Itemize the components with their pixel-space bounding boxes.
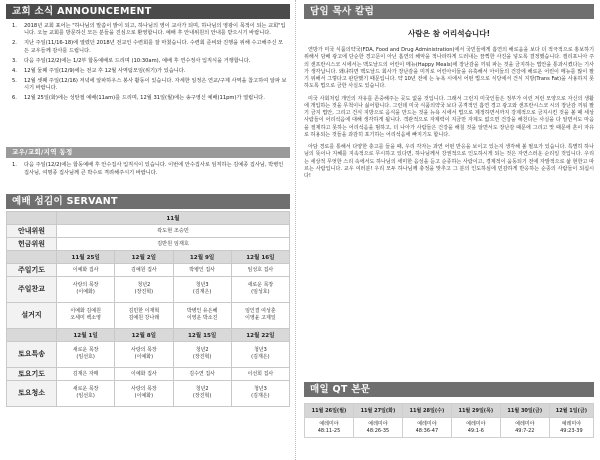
- table-cell: 김예원 집사: [115, 263, 173, 276]
- usher-value: 곽도현 조승민: [57, 224, 290, 237]
- paragraph: 연방가 미국 식품의약국(FDA, Food and Drug Administration)에서 국민들에게 흡연의 해로움을 보다 더 적극적으로 홍보하기 위해서 담배 광고에 단순한 경고문이 아닌 흡연의 해악을 적나라하게 드러내는 끔찍한 사진을 넣도록 결정했습니다. 캘리포니아 주의 샌프란시스코 시에서는 맥도날드의 어린이 메뉴(Happy Meals)에 장난감을 끼워 파는 것을 금지하는 법안을 통과시켰다는 기사가 생각납니다. 왜냐하면 맥도날드 회사가 장난감을 미끼로 어린아이들을 유혹해서 아이들의 건강에 해로운 어린이 메뉴를 많이 팔기 위해서 그렇다고 판단했기 때문입니다. 약 10년 전에 는 뉴욕 시에서 어떤 법으로 식당에서 건식 지방(Trans Fat)을 사용하지 못하도록 법으로 금한 사실도 있습니다.: [304, 47, 594, 90]
- list-item: 4. 12월 둘째 주일(12/9)에는 전교 후 12월 사역팀모임(위기)가 있습니다.: [12, 67, 186, 74]
- qt-passage: 예레미야 48:26-35: [353, 418, 402, 438]
- date-cell: 12월 1일: [57, 328, 115, 341]
- community-news-header: 교우/교회/지역 동정: [6, 147, 290, 158]
- table-cell: 청년2 (장진혁): [115, 276, 173, 302]
- qt-date: 11월 30일(금): [500, 404, 549, 418]
- table-cell: 사랑의 목장 (이예화): [115, 380, 173, 406]
- table-cell: 청년3 (김재은): [231, 341, 289, 367]
- qt-date: 11월 26일(월): [305, 404, 354, 418]
- row-label: 주일찬교: [7, 276, 57, 302]
- date-cell: 12월 16일: [231, 250, 289, 263]
- table-cell: 청년2 (장진혁): [173, 341, 231, 367]
- qt-passage: 예레미야 49:1-6: [451, 418, 500, 438]
- date-cell: 12월 2일: [115, 250, 173, 263]
- list-item: 5. 12월 셋째 주일(12/16) 저녁에 알파하우스 봉사 활동이 있습니다. 자세한 일정은 연교/구제 사역을 참고하여 알파 보시기 바랍니다.: [12, 77, 287, 92]
- qt-passage: 예레미야 49:7-22: [500, 418, 549, 438]
- paragraph: 미국 사회처럼 개인의 자유를 존중해주는 곳도 없을 것입니다. 그래서 그런지 미국인들은 정부가 이런 저런 모양으로 자신의 생활에 개입하는 것을 무척이나 싫어합니다. 그런데 미국 식품의약국 보다 공격적인 흡연 경고 광고와 샌프란시스코 시의 장난감 끼워 팔기 금지 법안, 그리고 건식 지방으로 음식을 만드는 것을 뉴욕 시에서 법으로 제정하면서까지 강제적으로 금지시킨 것을 볼 때 세상 사람들이 어리석음에 대해 생각하게 됩니다. 객관적으로 자제력이 지금만 자제도 없으면 건강을 해친다는 사실을 다 알면서도 마음을 절제하고 못하는 어리석음을 범하고, 더 나아가 사람들은 건강을 해칠 것을 알면서도 장난감 때문에 그리고 맛 때문에 흔이 자유로 허용되는 것들을 과감히 포기하는 어리석음에 빠지기도 합니다.: [304, 95, 594, 138]
- list-item: 1. 2018년 교회 표어는 "하나님의 말씀이 밝이 되고, 하나님의 영이 교사가 되며, 하나님의 영광이 목적이 되는 교회"입니다. 오늘 교회를 방문하신 모든 분들을 진심으로 환영합니다. 예배 후 안내위원의 안내를 받으시기 바랍니다.: [12, 23, 286, 37]
- qt-passage: 예레미야 48:36-47: [402, 418, 451, 438]
- qt-date: 12월 1일(금): [549, 404, 593, 418]
- date-cell: 11월 25일: [57, 250, 115, 263]
- column-title: 사람은 참 어리석습니다!: [407, 29, 491, 38]
- announcement-list: [6, 19, 290, 103]
- usher-label: 안내위원: [7, 224, 57, 237]
- table-cell: 새로운 목장 (임선호): [57, 341, 115, 367]
- servant-header: 예배 섬김이 SERVANT: [6, 194, 290, 209]
- table-cell: 새로운 목장 (임성호): [231, 276, 289, 302]
- table-cell: 새로운 목장 (임선호): [57, 380, 115, 406]
- list-item: 6. 12월 25일(화)에는 성탄절 예배(11am)를 드리며, 12월 31일(월)에는 송구영신 예배(11pm)가 열립니다.: [12, 95, 265, 102]
- table-cell: 사랑의 목장 (이예화): [57, 276, 115, 302]
- table-cell: 김수연 집사: [173, 367, 231, 380]
- table-cell: 이선희 집사: [231, 367, 289, 380]
- offering-value: 김반원 임재호: [57, 237, 290, 250]
- row-label: 토요기도: [7, 367, 57, 380]
- servant-table: [6, 211, 290, 407]
- offering-label: 헌금위원: [7, 237, 57, 250]
- table-cell: 임성호 집사: [231, 263, 289, 276]
- month-header: 11월: [57, 211, 290, 224]
- qt-header: 매일 QT 본문: [304, 382, 594, 397]
- table-cell: 청년3 (김재은): [173, 276, 231, 302]
- date-cell: 12월 9일: [173, 250, 231, 263]
- qt-section: [304, 382, 594, 438]
- qt-passage: 예레미야 49:23-39: [549, 418, 593, 438]
- table-cell: 박병인 집사: [173, 263, 231, 276]
- list-item: 2. 지난 주일(11/16-18)에 열렸던 2018년 전교인 수련회를 잘 마쳤습니다. 수련회 준비와 진행을 위해 수고해주신 모든 교우들께 감사를 드립니다.: [12, 40, 284, 54]
- row-label: 토요청소: [7, 380, 57, 406]
- table-cell: 사랑의 목장 (이예화): [115, 341, 173, 367]
- table-cell: 이예화 김예원 오세미 백소영: [57, 302, 115, 328]
- date-cell: 12월 8일: [115, 328, 173, 341]
- row-label: 토요특송: [7, 341, 57, 367]
- table-cell: 김재은 자매: [57, 367, 115, 380]
- date-cell: 12월 15일: [173, 328, 231, 341]
- right-column: [296, 0, 600, 460]
- community-news-list: [6, 158, 290, 177]
- list-item: 3. 다음 주일(12/2)에는 1/2부 합동예배로 드리며 (10:30am), 예배 후 연수정사 입직식을 거행합니다.: [12, 57, 251, 64]
- qt-date: 11월 27일(화): [353, 404, 402, 418]
- column-body: [304, 47, 594, 180]
- table-cell: 박병인 유은혜 이영운 박소진: [173, 302, 231, 328]
- announcement-header: 교회 소식 ANNOUNCEMENT: [6, 4, 290, 19]
- qt-date: 11월 29일(목): [451, 404, 500, 418]
- qt-passage: 예레미야 48:11-25: [305, 418, 354, 438]
- table-cell: 이예화 집사: [115, 367, 173, 380]
- left-column: [0, 0, 296, 460]
- row-label: 주일기도: [7, 263, 57, 276]
- qt-date: 11월 28일(수): [402, 404, 451, 418]
- qt-table: [304, 403, 594, 438]
- list-item: 1. 다음 주일(12/2)에는 합동예배 후 안수집사 입직식이 있습니다. 이번에 안수집사로 임직하는 김예종 집사님, 박병인 집사님, 여명종 집사님께 큰 박수로 격려해주시기 바랍니다.: [12, 162, 284, 176]
- pastor-column-header: 담임 목사 칼럼: [304, 4, 594, 19]
- row-label: 설거지: [7, 302, 57, 328]
- table-cell: 임인결 여성훈 이영윤 고제일: [231, 302, 289, 328]
- date-cell: 12월 22일: [231, 328, 289, 341]
- paragraph: 아담 경로를 통해서 다양한 충고를 들을 때, 우리 각자는 과연 어떤 반응을 보이고 있는지 생각해 볼 필요가 있습니다. 특별히 하나님의 뜻이나 지혜를 지속적으로 무시하고 있다면, 하나님께서 강권적으로 인도하시게 되는 것은 자연스러운 순리일 것입니다. 우리는 세상적 무엇한 스리 속에서도 하나님의 세미한 음성을 듣고 순종하는 사람이고, 경제적이 움동되기 전에 자발적으로 삶 현한고 따르는 사람입니다. 교우 여러분! 우리 모두 하나님께 충정을 맞추고 그 분의 인도하심에 민감하게 반응하는 순종의 사람들이 되십시다!: [304, 144, 594, 179]
- table-cell: 청년3 (김재은): [231, 380, 289, 406]
- table-cell: 청년2 (장진혁): [173, 380, 231, 406]
- table-cell: 김민한 이재혁 김예원 강나래: [115, 302, 173, 328]
- table-cell: 이예화 집사: [57, 263, 115, 276]
